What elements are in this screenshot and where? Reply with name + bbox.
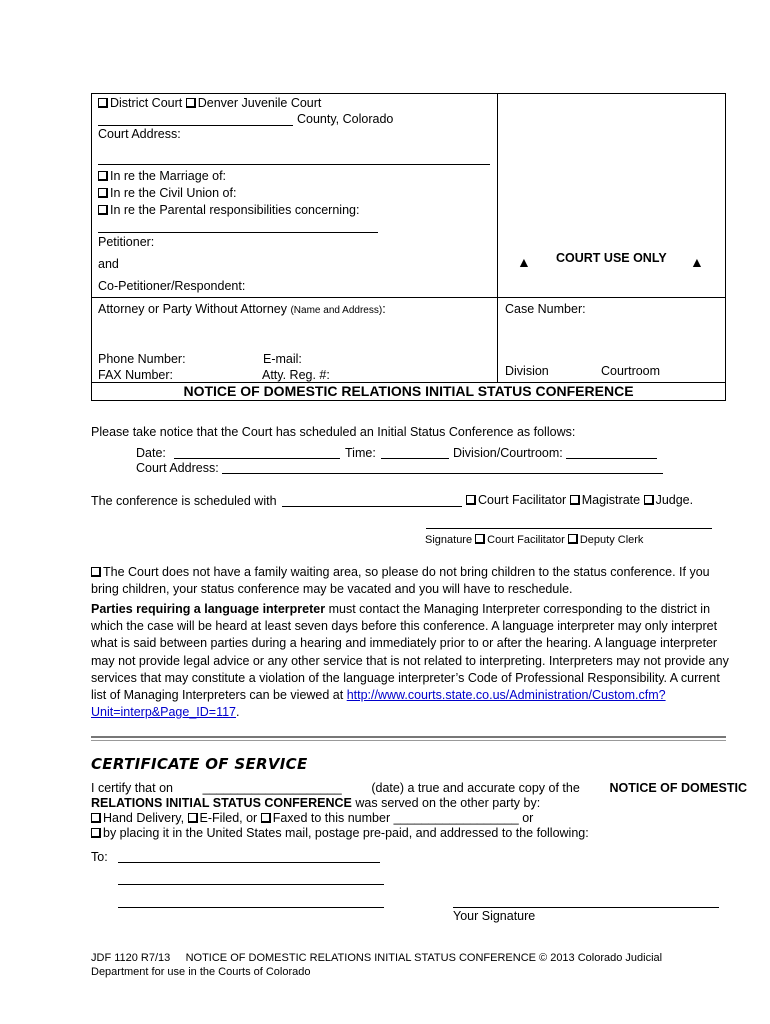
scheduled-with-options xyxy=(466,493,693,507)
court-facilitator-checkbox[interactable] xyxy=(466,495,476,505)
in-re-parental-checkbox[interactable] xyxy=(98,205,108,215)
triangle-left-icon: ▲ xyxy=(517,254,531,270)
district-court-checkbox[interactable] xyxy=(98,98,108,108)
court-facilitator-label: Court Facilitator xyxy=(478,493,567,507)
efiled-label: E-Filed, or xyxy=(199,811,258,825)
scheduled-with-blank[interactable] xyxy=(282,506,462,507)
court-address-label: Court Address: xyxy=(98,127,181,141)
signature-line[interactable] xyxy=(426,528,712,529)
in-re-civil-union xyxy=(98,186,236,200)
sig-court-facilitator-checkbox[interactable] xyxy=(475,534,485,544)
court-use-only: COURT USE ONLY xyxy=(556,251,667,265)
division-label: Division xyxy=(505,364,549,378)
magistrate-label: Magistrate xyxy=(581,493,641,507)
county-label: County, Colorado xyxy=(297,112,394,126)
case-number-label: Case Number: xyxy=(505,302,586,316)
court-options xyxy=(98,96,321,110)
section-rule-top xyxy=(91,736,726,738)
court-address-line[interactable] xyxy=(98,164,490,165)
in-re-marriage xyxy=(98,169,226,183)
children-notice xyxy=(91,564,731,598)
to-label: To: xyxy=(91,850,108,864)
petitioner-line[interactable] xyxy=(98,232,378,233)
certificate-line-4 xyxy=(91,826,589,840)
judge-checkbox[interactable] xyxy=(644,495,654,505)
time-label: Time: xyxy=(345,446,376,460)
fax-label: FAX Number: xyxy=(98,368,174,382)
cert-line1-start: I certify that on xyxy=(91,781,173,795)
judge-label: Judge. xyxy=(655,493,694,507)
mail-checkbox[interactable] xyxy=(91,828,101,838)
email-label: E-mail: xyxy=(263,352,302,366)
fax-number-blank[interactable]: __________________ xyxy=(393,811,519,825)
time-blank[interactable] xyxy=(381,458,449,459)
mail-label: by placing it in the United States mail, postage pre-paid, and addressed to the following: xyxy=(103,826,589,840)
interpreter-paragraph xyxy=(91,601,731,721)
certificate-line-3 xyxy=(91,811,533,825)
county-blank[interactable] xyxy=(98,125,293,126)
footer-line-1 xyxy=(91,952,662,964)
interpreter-end: . xyxy=(236,705,240,720)
district-court-label: District Court xyxy=(110,96,183,110)
certificate-heading: CERTIFICATE OF SERVICE xyxy=(91,755,308,773)
petitioner-label: Petitioner: xyxy=(98,235,155,249)
division-courtroom-label: Division/Courtroom: xyxy=(453,446,563,460)
footer-title: NOTICE OF DOMESTIC RELATIONS INITIAL STATUS CONFERENCE © 2013 Colorado Judicial xyxy=(185,952,663,964)
cert-date-blank[interactable]: ____________________ xyxy=(202,781,342,795)
interpreter-bold: Parties requiring a language interpreter xyxy=(91,602,326,616)
notice-court-address-label: Court Address: xyxy=(136,461,219,475)
atty-reg-label: Atty. Reg. #: xyxy=(262,368,330,382)
date-blank[interactable] xyxy=(174,458,340,459)
magistrate-checkbox[interactable] xyxy=(570,495,580,505)
your-signature-label: Your Signature xyxy=(453,909,536,923)
caption-divider xyxy=(497,93,498,382)
sig-deputy-clerk-checkbox[interactable] xyxy=(568,534,578,544)
certificate-line-2 xyxy=(91,796,540,810)
signature-label: Signature xyxy=(425,534,473,546)
your-signature-line[interactable] xyxy=(453,907,719,908)
efiled-checkbox[interactable] xyxy=(188,813,198,823)
in-re-parental-label: In re the Parental responsibilities concerning: xyxy=(110,203,360,217)
in-re-civil-union-label: In re the Civil Union of: xyxy=(110,186,237,200)
children-notice-text: The Court does not have a family waiting area, so please do not bring children to the status conference. If you bring children, your status conference may be vacated and you will have to reschedule. xyxy=(91,565,710,597)
sig-court-facilitator-label: Court Facilitator xyxy=(487,534,565,546)
caption-row-divider xyxy=(91,297,726,298)
and-label: and xyxy=(98,257,119,271)
denver-juvenile-checkbox[interactable] xyxy=(186,98,196,108)
section-rule-bottom xyxy=(91,740,726,741)
certificate-line-1 xyxy=(91,781,747,795)
signature-block xyxy=(425,534,643,546)
notice-intro: Please take notice that the Court has scheduled an Initial Status Conference as follows: xyxy=(91,425,576,439)
in-re-marriage-checkbox[interactable] xyxy=(98,171,108,181)
notice-court-address-blank[interactable] xyxy=(222,473,663,474)
cert-line1-bold: NOTICE OF DOMESTIC xyxy=(609,781,747,795)
children-notice-checkbox[interactable] xyxy=(91,567,101,577)
interpreter-text: must contact the Managing Interpreter corresponding to the district in which the case will be heard at least seven days before this conference. A language interpreter may only interpret what is said between parties during a hearing and immediately prior to or after the hearing. A language interpreter may not provide legal advice or any other service that is not related to interpreting. Interpreters may not provide any services that may constitute a violation of the language interpreter’s Code of Professional Responsibility. A current list of Managing Interpreters can be viewed at xyxy=(91,602,729,703)
triangle-right-icon: ▲ xyxy=(690,254,704,270)
faxed-label: Faxed to this number xyxy=(272,811,391,825)
to-line-3[interactable] xyxy=(118,907,384,908)
interpreter-link[interactable]: http://www.courts.state.co.us/Administration/Custom.cfm?Unit=interp&Page_ID=117 xyxy=(91,688,666,720)
cert-line2-text: was served on the other party by: xyxy=(351,796,541,810)
or-label: or xyxy=(522,811,534,825)
faxed-checkbox[interactable] xyxy=(261,813,271,823)
in-re-marriage-label: In re the Marriage of: xyxy=(110,169,227,183)
attorney-label: Attorney or Party Without Attorney xyxy=(98,302,287,316)
to-line-2[interactable] xyxy=(118,884,384,885)
phone-label: Phone Number: xyxy=(98,352,186,366)
in-re-parental xyxy=(98,203,359,217)
footer-line-2: Department for use in the Courts of Colorado xyxy=(91,966,311,978)
sig-deputy-clerk-label: Deputy Clerk xyxy=(579,534,644,546)
courtroom-label: Courtroom xyxy=(601,364,661,378)
document-title: NOTICE OF DOMESTIC RELATIONS INITIAL STATUS CONFERENCE xyxy=(183,383,634,399)
attorney-heading xyxy=(98,302,386,316)
to-line-1[interactable] xyxy=(118,862,380,863)
hand-delivery-label: Hand Delivery, xyxy=(103,811,185,825)
in-re-civil-union-checkbox[interactable] xyxy=(98,188,108,198)
cert-line2-bold: RELATIONS INITIAL STATUS CONFERENCE xyxy=(91,796,352,810)
denver-juvenile-label: Denver Juvenile Court xyxy=(197,96,322,110)
attorney-colon: : xyxy=(382,302,386,316)
co-petitioner-label: Co-Petitioner/Respondent: xyxy=(98,279,246,293)
cert-line1-mid: (date) a true and accurate copy of the xyxy=(371,781,580,795)
attorney-sub-label: (Name and Address) xyxy=(290,305,383,316)
scheduled-with-label: The conference is scheduled with xyxy=(91,494,277,508)
hand-delivery-checkbox[interactable] xyxy=(91,813,101,823)
footer-form-id: JDF 1120 R7/13 xyxy=(91,952,171,964)
division-courtroom-blank[interactable] xyxy=(566,458,657,459)
caption-box xyxy=(91,93,726,401)
date-label: Date: xyxy=(136,446,166,460)
